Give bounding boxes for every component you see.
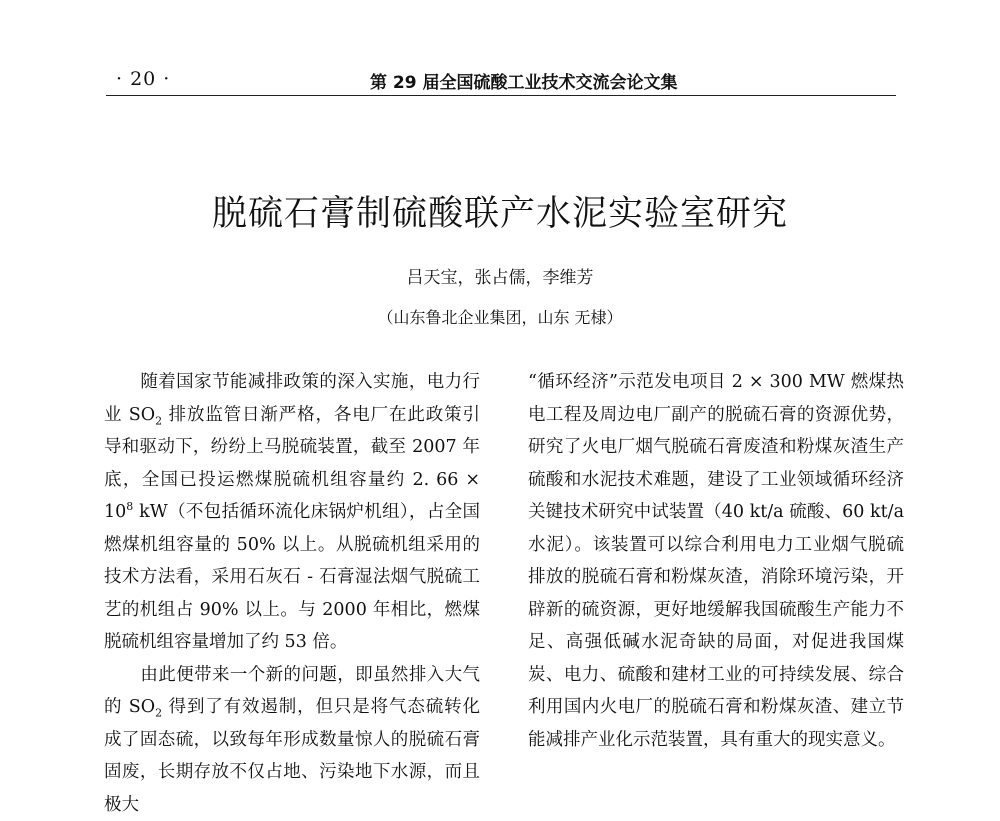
paragraph-1 [104, 366, 480, 659]
article-title: 脱硫石膏制硫酸联产水泥实验室研究 [0, 186, 1000, 236]
article-affiliation: （山东鲁北企业集团，山东 无棣） [0, 305, 1000, 328]
paragraph-right: “循环经济”示范发电项目 2 × 300 MW 燃煤热电工程及周边电厂副产的脱硫石膏的资源优势，研究了火电厂烟气脱硫石膏废渣和粉煤灰渣生产硫酸和水泥技术难题，建设了工业领域循环经济关键技术研究中试装置（40 kt/a 硫酸、60 kt/a 水泥）。该装置可以综合利用电力工业烟气脱硫排放的脱硫石膏和粉煤灰渣，消除环境污染，开辟新的硫资源，更好地缓解我国硫酸生产能力不足、高强低碱水泥奇缺的局面，对促进我国煤炭、电力、硫酸和建材工业的可持续发展、综合利用国内火电厂的脱硫石膏和粉煤灰渣、建立节能减排产业化示范装置，具有重大的现实意义。 [528, 366, 904, 756]
paragraph-2-text-b: 得到了有效遏制，但只是将气态硫转化成了固态硫，以致每年形成数量惊人的脱硫石膏固废，长期存放不仅占地、污染地下水源，而且极大 [104, 697, 480, 815]
paragraph-1-superscript: 8 [126, 500, 133, 513]
paragraph-1-text-a: 随着国家节能减排政策的深入实施，电力行业 SO [104, 372, 480, 425]
paragraph-1-text-c: kW（不包括循环流化床锅炉机组），占全国燃煤机组容量的 50% 以上。从脱硫机组采用的技术方法看，采用石灰石 - 石膏湿法烟气脱硫工艺的机组占 90% 以上。与 2000 年相比，燃煤脱硫机组容量增加了约 53 倍。 [104, 502, 480, 652]
paragraph-2 [104, 659, 480, 821]
article-authors: 吕天宝，张占儒，李维芳 [0, 263, 1000, 288]
paragraph-2-subscript: 2 [155, 707, 162, 720]
paragraph-1-subscript: 2 [155, 414, 162, 427]
page-number: · 20 · [116, 68, 170, 90]
paragraph-1-text-b: 排放监管日渐严格，各电厂在此政策引导和驱动下，纷纷上马脱硫装置，截至 2007 年底，全国已投运燃煤脱硫机组容量约 2. 66 × 10 [104, 405, 480, 523]
right-column [528, 366, 904, 756]
left-column [104, 366, 480, 821]
paragraph-2-text-a: 由此便带来一个新的问题，即虽然排入大气的 SO [104, 665, 480, 718]
header-rule [106, 95, 896, 96]
running-title: 第 29 届全国硫酸工业技术交流会论文集 [370, 68, 678, 93]
